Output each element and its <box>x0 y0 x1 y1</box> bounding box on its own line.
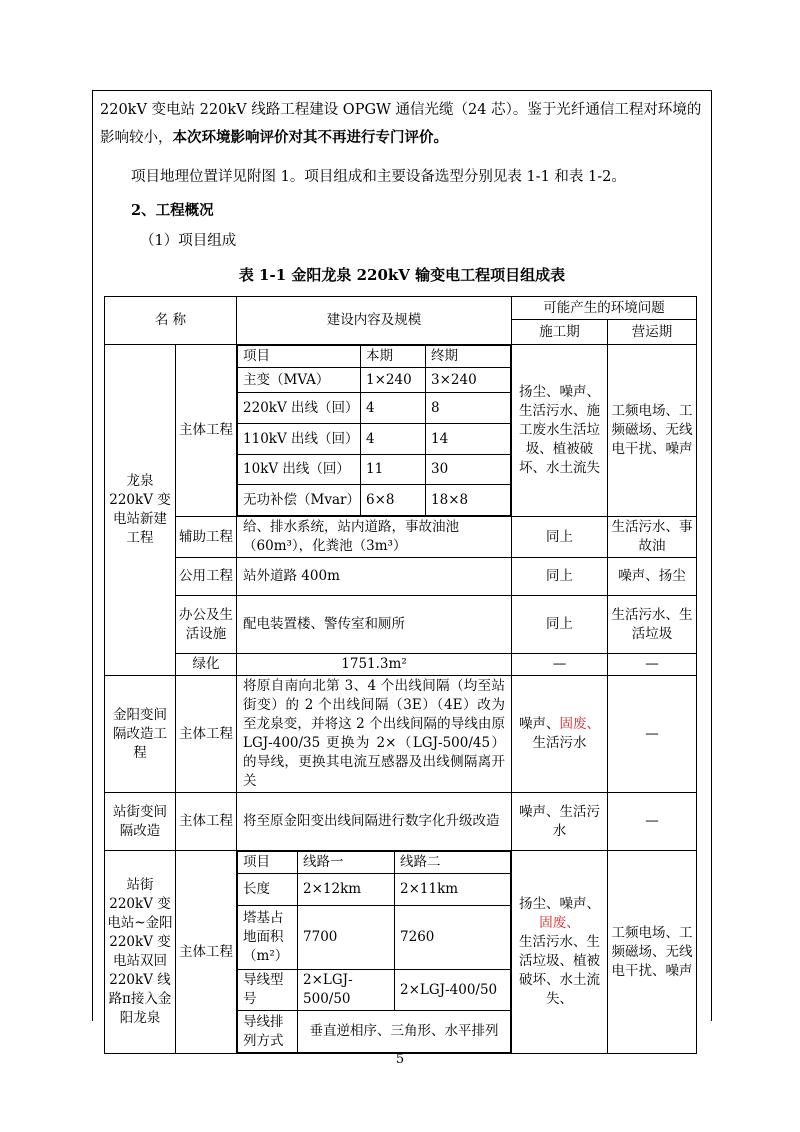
longquan-aux-content: 给、排水系统，站内道路，事故油池（60m³），化粪池（3m³） <box>237 517 512 558</box>
longquan-spec-table <box>237 345 511 516</box>
line-wire-label: 导线型号 <box>238 970 298 1011</box>
longquan-green-content: 1751.3m² <box>237 654 512 676</box>
jinyang-construction-red: 固废、 <box>559 716 601 732</box>
jinyang-construction-text: 噪声、 <box>519 716 560 732</box>
jinyang-label: 主体工程 <box>176 676 237 793</box>
line-construction-text: 生活污水、生活垃圾、植被破坏、水土流失、 <box>519 934 601 1007</box>
project-composition-table <box>104 296 697 1054</box>
longquan-public-content: 站外道路 400m <box>237 558 512 596</box>
line-spec-header: 线路二 <box>395 852 511 874</box>
line-area-label: 塔基占地面积（m²） <box>238 906 298 970</box>
longquan-main-operation: 工频电场、工频磁场、无线电干扰、噪声 <box>608 345 697 517</box>
spec-cell: 14 <box>426 424 511 455</box>
spec-header: 终期 <box>426 346 511 368</box>
spec-cell: 18×8 <box>426 485 511 516</box>
zhanjie-operation: — <box>608 793 697 851</box>
longquan-public-operation: 噪声、扬尘 <box>608 558 697 596</box>
line-wire-2: 2×LGJ-400/50 <box>395 970 511 1011</box>
line-length-1: 2×12km <box>298 874 395 906</box>
line-length-label: 长度 <box>238 874 298 906</box>
jinyang-name: 金阳变间隔改造工程 <box>105 676 176 793</box>
line-area-2: 7260 <box>395 906 511 970</box>
longquan-public-construction: 同上 <box>512 558 608 596</box>
intro-text: 220kV 变电站 220kV 线路工程建设 OPGW 通信光缆（24 芯）。鉴于光纤通信工程对环境的影响较小， <box>100 102 702 146</box>
longquan-office-operation: 生活污水、生活垃圾 <box>608 596 697 654</box>
line-arrange-label: 导线排列方式 <box>238 1011 298 1053</box>
header-construction: 施工期 <box>512 320 608 345</box>
intro-paragraph <box>100 96 704 152</box>
page-number: 5 <box>395 1052 405 1067</box>
table-caption: 表 1-1 金阳龙泉 220kV 输变电工程项目组成表 <box>238 266 566 284</box>
longquan-public-label: 公用工程 <box>176 558 237 596</box>
line-operation: 工频电场、工频磁场、无线电干扰、噪声 <box>608 851 697 1054</box>
longquan-aux-operation: 生活污水、事故油 <box>608 517 697 558</box>
spec-cell: 110kV 出线（回） <box>238 424 361 455</box>
spec-cell: 3×240 <box>426 368 511 393</box>
spec-cell: 11 <box>361 455 426 485</box>
line-arrange-value: 垂直逆相序、三角形、水平排列 <box>298 1011 511 1053</box>
line-area-1: 7700 <box>298 906 395 970</box>
subsection-heading: （1）项目组成 <box>140 233 237 249</box>
zhanjie-label: 主体工程 <box>176 793 237 851</box>
location-paragraph: 项目地理位置详见附图 1。项目组成和主要设备选型分别见表 1-1 和表 1-2。 <box>131 169 626 185</box>
header-operation: 营运期 <box>608 320 697 345</box>
spec-header: 本期 <box>361 346 426 368</box>
line-spec-header: 项目 <box>238 852 298 874</box>
spec-header: 项目 <box>238 346 361 368</box>
spec-cell: 6×8 <box>361 485 426 516</box>
longquan-office-construction: 同上 <box>512 596 608 654</box>
header-name: 名 称 <box>105 297 237 345</box>
zhanjie-construction: 噪声、生活污水 <box>512 793 608 851</box>
spec-cell: 220kV 出线（回） <box>238 393 361 424</box>
spec-cell: 主变（MVA） <box>238 368 361 393</box>
spec-cell: 8 <box>426 393 511 424</box>
longquan-office-label: 办公及生活设施 <box>176 596 237 654</box>
line-construction-red: 固废、 <box>539 915 580 931</box>
longquan-name: 龙泉 220kV 变电站新建工程 <box>105 345 176 676</box>
jinyang-construction-text: 生活污水 <box>532 735 587 751</box>
line-spec-header: 线路一 <box>298 852 395 874</box>
longquan-aux-construction: 同上 <box>512 517 608 558</box>
line-spec-cell <box>237 851 512 1054</box>
line-spec-table <box>237 851 511 1053</box>
spec-cell: 4 <box>361 424 426 455</box>
line-construction-text: 扬尘、噪声、 <box>519 896 601 912</box>
longquan-aux-label: 辅助工程 <box>176 517 237 558</box>
line-name: 站街 220kV 变电站~金阳 220kV 变电站双回 220kV 线路π接入金阳龙泉 <box>105 851 176 1054</box>
longquan-main-label: 主体工程 <box>176 345 237 517</box>
line-length-2: 2×11km <box>395 874 511 906</box>
line-wire-1: 2×LGJ-500/50 <box>298 970 395 1011</box>
spec-cell: 30 <box>426 455 511 485</box>
jinyang-operation: — <box>608 676 697 793</box>
zhanjie-name: 站街变间隔改造 <box>105 793 176 851</box>
spec-cell: 1×240 <box>361 368 426 393</box>
header-content: 建设内容及规模 <box>237 297 512 345</box>
longquan-green-construction: — <box>512 654 608 676</box>
spec-cell: 10kV 出线（回） <box>238 455 361 485</box>
longquan-green-operation: — <box>608 654 697 676</box>
spec-cell: 无功补偿（Mvar） <box>238 485 361 516</box>
longquan-spec-cell <box>237 345 512 517</box>
jinyang-construction <box>512 676 608 793</box>
header-env: 可能产生的环境问题 <box>512 297 697 320</box>
section-heading: 2、工程概况 <box>131 202 214 219</box>
longquan-main-construction: 扬尘、噪声、生活污水、施工废水生活垃圾、植被破坏、水土流失 <box>512 345 608 517</box>
spec-cell: 4 <box>361 393 426 424</box>
line-construction <box>512 851 608 1054</box>
jinyang-content: 将原自南向北第 3、4 个出线间隔（均至站街变）的 2 个出线间隔（3E）（4E）改为至龙泉变，并将这 2 个出线间隔的导线由原 LGJ-400/35 更换为 2×（LGJ-500/45）的导线，更换其电流互感器及出线侧隔离开关 <box>237 676 512 793</box>
line-label: 主体工程 <box>176 851 237 1054</box>
zhanjie-content: 将至原金阳变出线间隔进行数字化升级改造 <box>237 793 512 851</box>
intro-bold-text: 本次环境影响评价对其不再进行专门评价。 <box>172 129 448 146</box>
longquan-office-content: 配电装置楼、警传室和厕所 <box>237 596 512 654</box>
longquan-green-label: 绿化 <box>176 654 237 676</box>
